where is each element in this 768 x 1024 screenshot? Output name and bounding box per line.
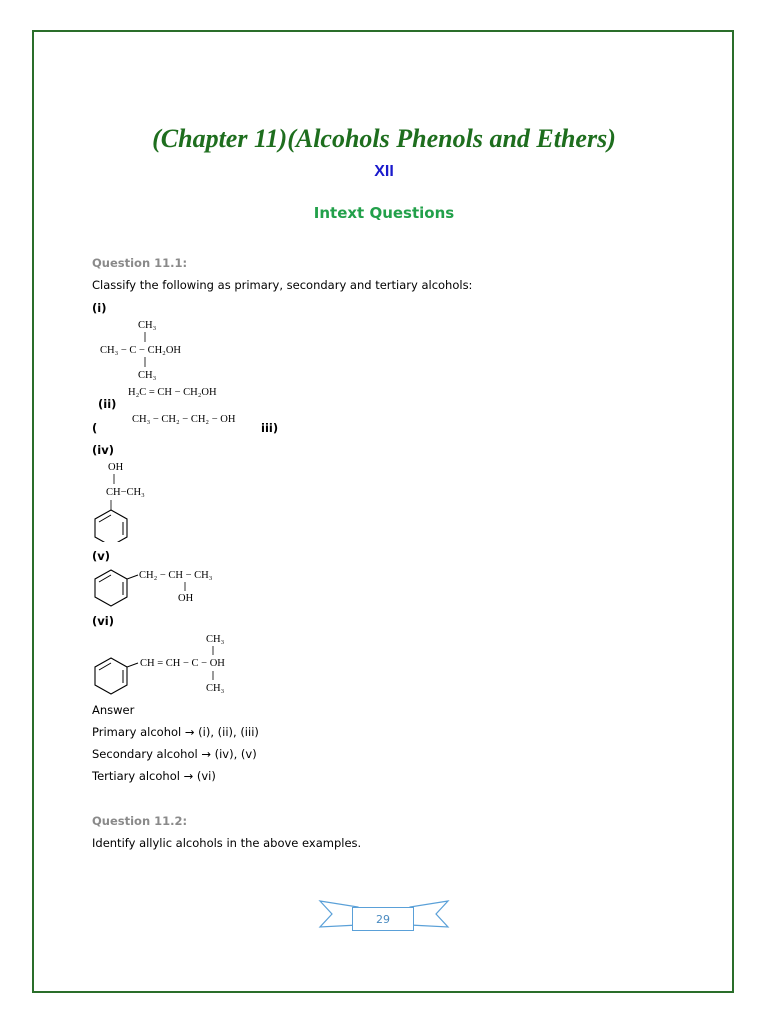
grade-label: XII [374,163,394,180]
label-i: (i) [92,301,107,315]
section-heading: Intext Questions [313,204,455,222]
structure-vi [92,630,262,698]
structure-ii: H₂C = CH − CH₂OH [128,387,217,398]
s4-oh: OH [108,462,124,473]
chapter-title: (Chapter 11)(Alcohols Phenols and Ethers) [152,124,616,153]
structure-v [92,562,242,610]
label-iii-close: iii) [261,421,279,435]
s6-top: CH₃ [206,634,225,645]
s1-top: CH₃ [138,320,157,331]
label-iv: (iv) [92,443,114,457]
label-iii-open: ( [92,421,98,435]
page-number: 29 [352,907,414,931]
label-ii: (ii) [98,397,117,411]
label-vi: (vi) [92,614,114,628]
answer-label: Answer [92,703,135,717]
benzene-ring-icon [95,510,127,542]
s5-oh: OH [178,593,194,604]
s1-bottom: CH₃ [138,370,157,380]
s5-chain: CH₂ − CH − CH₃ [139,570,213,581]
answer-tertiary: Tertiary alcohol → (vi) [92,769,216,783]
s4-chain: CH−CH₃ [106,487,145,498]
question-1-heading: Question 11.1: [92,256,188,270]
structure-i [96,316,216,380]
s6-bottom: CH₃ [206,683,225,694]
question-2-heading: Question 11.2: [92,814,188,828]
question-2-text: Identify allylic alcohols in the above examples. [92,836,362,850]
structure-iii: CH₃ − CH₂ − CH₂ − OH [132,414,236,425]
question-1-text: Classify the following as primary, secondary and tertiary alcohols: [92,278,473,292]
label-v: (v) [92,549,111,563]
answer-primary: Primary alcohol → (i), (ii), (iii) [92,725,259,739]
answer-secondary: Secondary alcohol → (iv), (v) [92,747,257,761]
s6-chain: CH = CH − C − OH [140,658,225,669]
s1-middle: CH₃ − C − CH₂OH [100,345,182,356]
structure-iv [92,458,172,542]
